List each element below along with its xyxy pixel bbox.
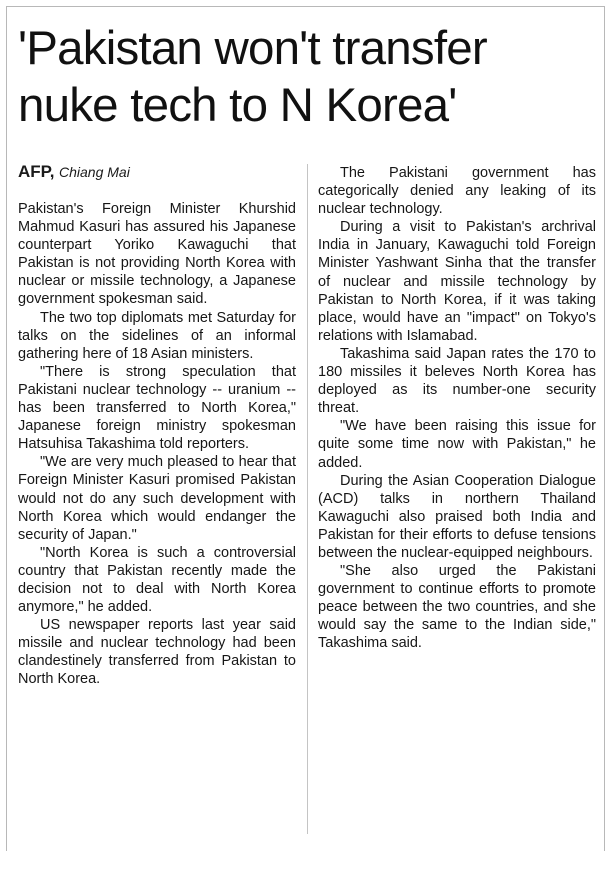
byline (18, 161, 130, 184)
paragraph: Takashima said Japan rates the 170 to 180 missiles it beleves North Korea has deployed as its number-one security threat. (318, 345, 596, 417)
headline-line-1: 'Pakistan won't transfer (18, 22, 487, 75)
byline-place: Chiang Mai (59, 164, 130, 180)
paragraph: Pakistan's Foreign Minister Khurshid Mahmud Kasuri has assured his Japanese counterpart Yoriko Kawaguchi that Pakistan is not providing North Korea with nuclear or missile technology, a Japanese government spokesman said. (18, 201, 296, 308)
paragraph: "She also urged the Pakistani government to continue efforts to promote peace between the two countries, and she would say the same to the Indian side," Takashima said. (318, 563, 596, 652)
headline-line-2: nuke tech to N Korea' (18, 79, 457, 132)
clipping-top-border (6, 6, 604, 7)
paragraph: During the Asian Cooperation Dialogue (ACD) talks in northern Thailand Kawaguchi also praised both India and Pakistan for their efforts to defuse tensions between the nuclear-equipped neighbours. (318, 472, 596, 561)
paragraph: During a visit to Pakistan's archrival India in January, Kawaguchi told Foreign Minister Yashwant Sinha that the transfer of nuclear and missile technology by Pakistan to North Korea, if it was taking place, would have an "impact" on Tokyo's relations with Islamabad. (318, 219, 596, 344)
headline (18, 20, 598, 134)
paragraph: The two top diplomats met Saturday for talks on the sidelines of an informal gathering here of 18 Asian ministers. (18, 309, 296, 362)
paragraph: US newspaper reports last year said missile and nuclear technology had been clandestinely transferred from Pakistan to North Korea. (18, 617, 296, 688)
byline-agency: AFP, (18, 162, 55, 181)
paragraph: "We have been raising this issue for quite some time now with Pakistan," he added. (318, 418, 596, 471)
article-column-right (318, 164, 596, 653)
paragraph: The Pakistani government has categorically denied any leaking of its nuclear technology. (318, 165, 596, 218)
column-divider (307, 164, 308, 834)
paragraph: "We are very much pleased to hear that Foreign Minister Kasuri promised Pakistan would not do any such development with North Korea which would endanger the security of Japan." (18, 454, 296, 543)
paragraph: "North Korea is such a controversial country that Pakistan recently made the decision not to deal with North Korea anymore," he added. (18, 544, 296, 616)
clipping-right-border (604, 6, 605, 851)
article-column-left (18, 200, 296, 689)
clipping-left-border (6, 6, 7, 851)
paragraph: "There is strong speculation that Pakistani nuclear technology -- uranium -- has been transferred to North Korea," Japanese foreign ministry spokesman Hatsuhisa Takashima told reporters. (18, 363, 296, 453)
